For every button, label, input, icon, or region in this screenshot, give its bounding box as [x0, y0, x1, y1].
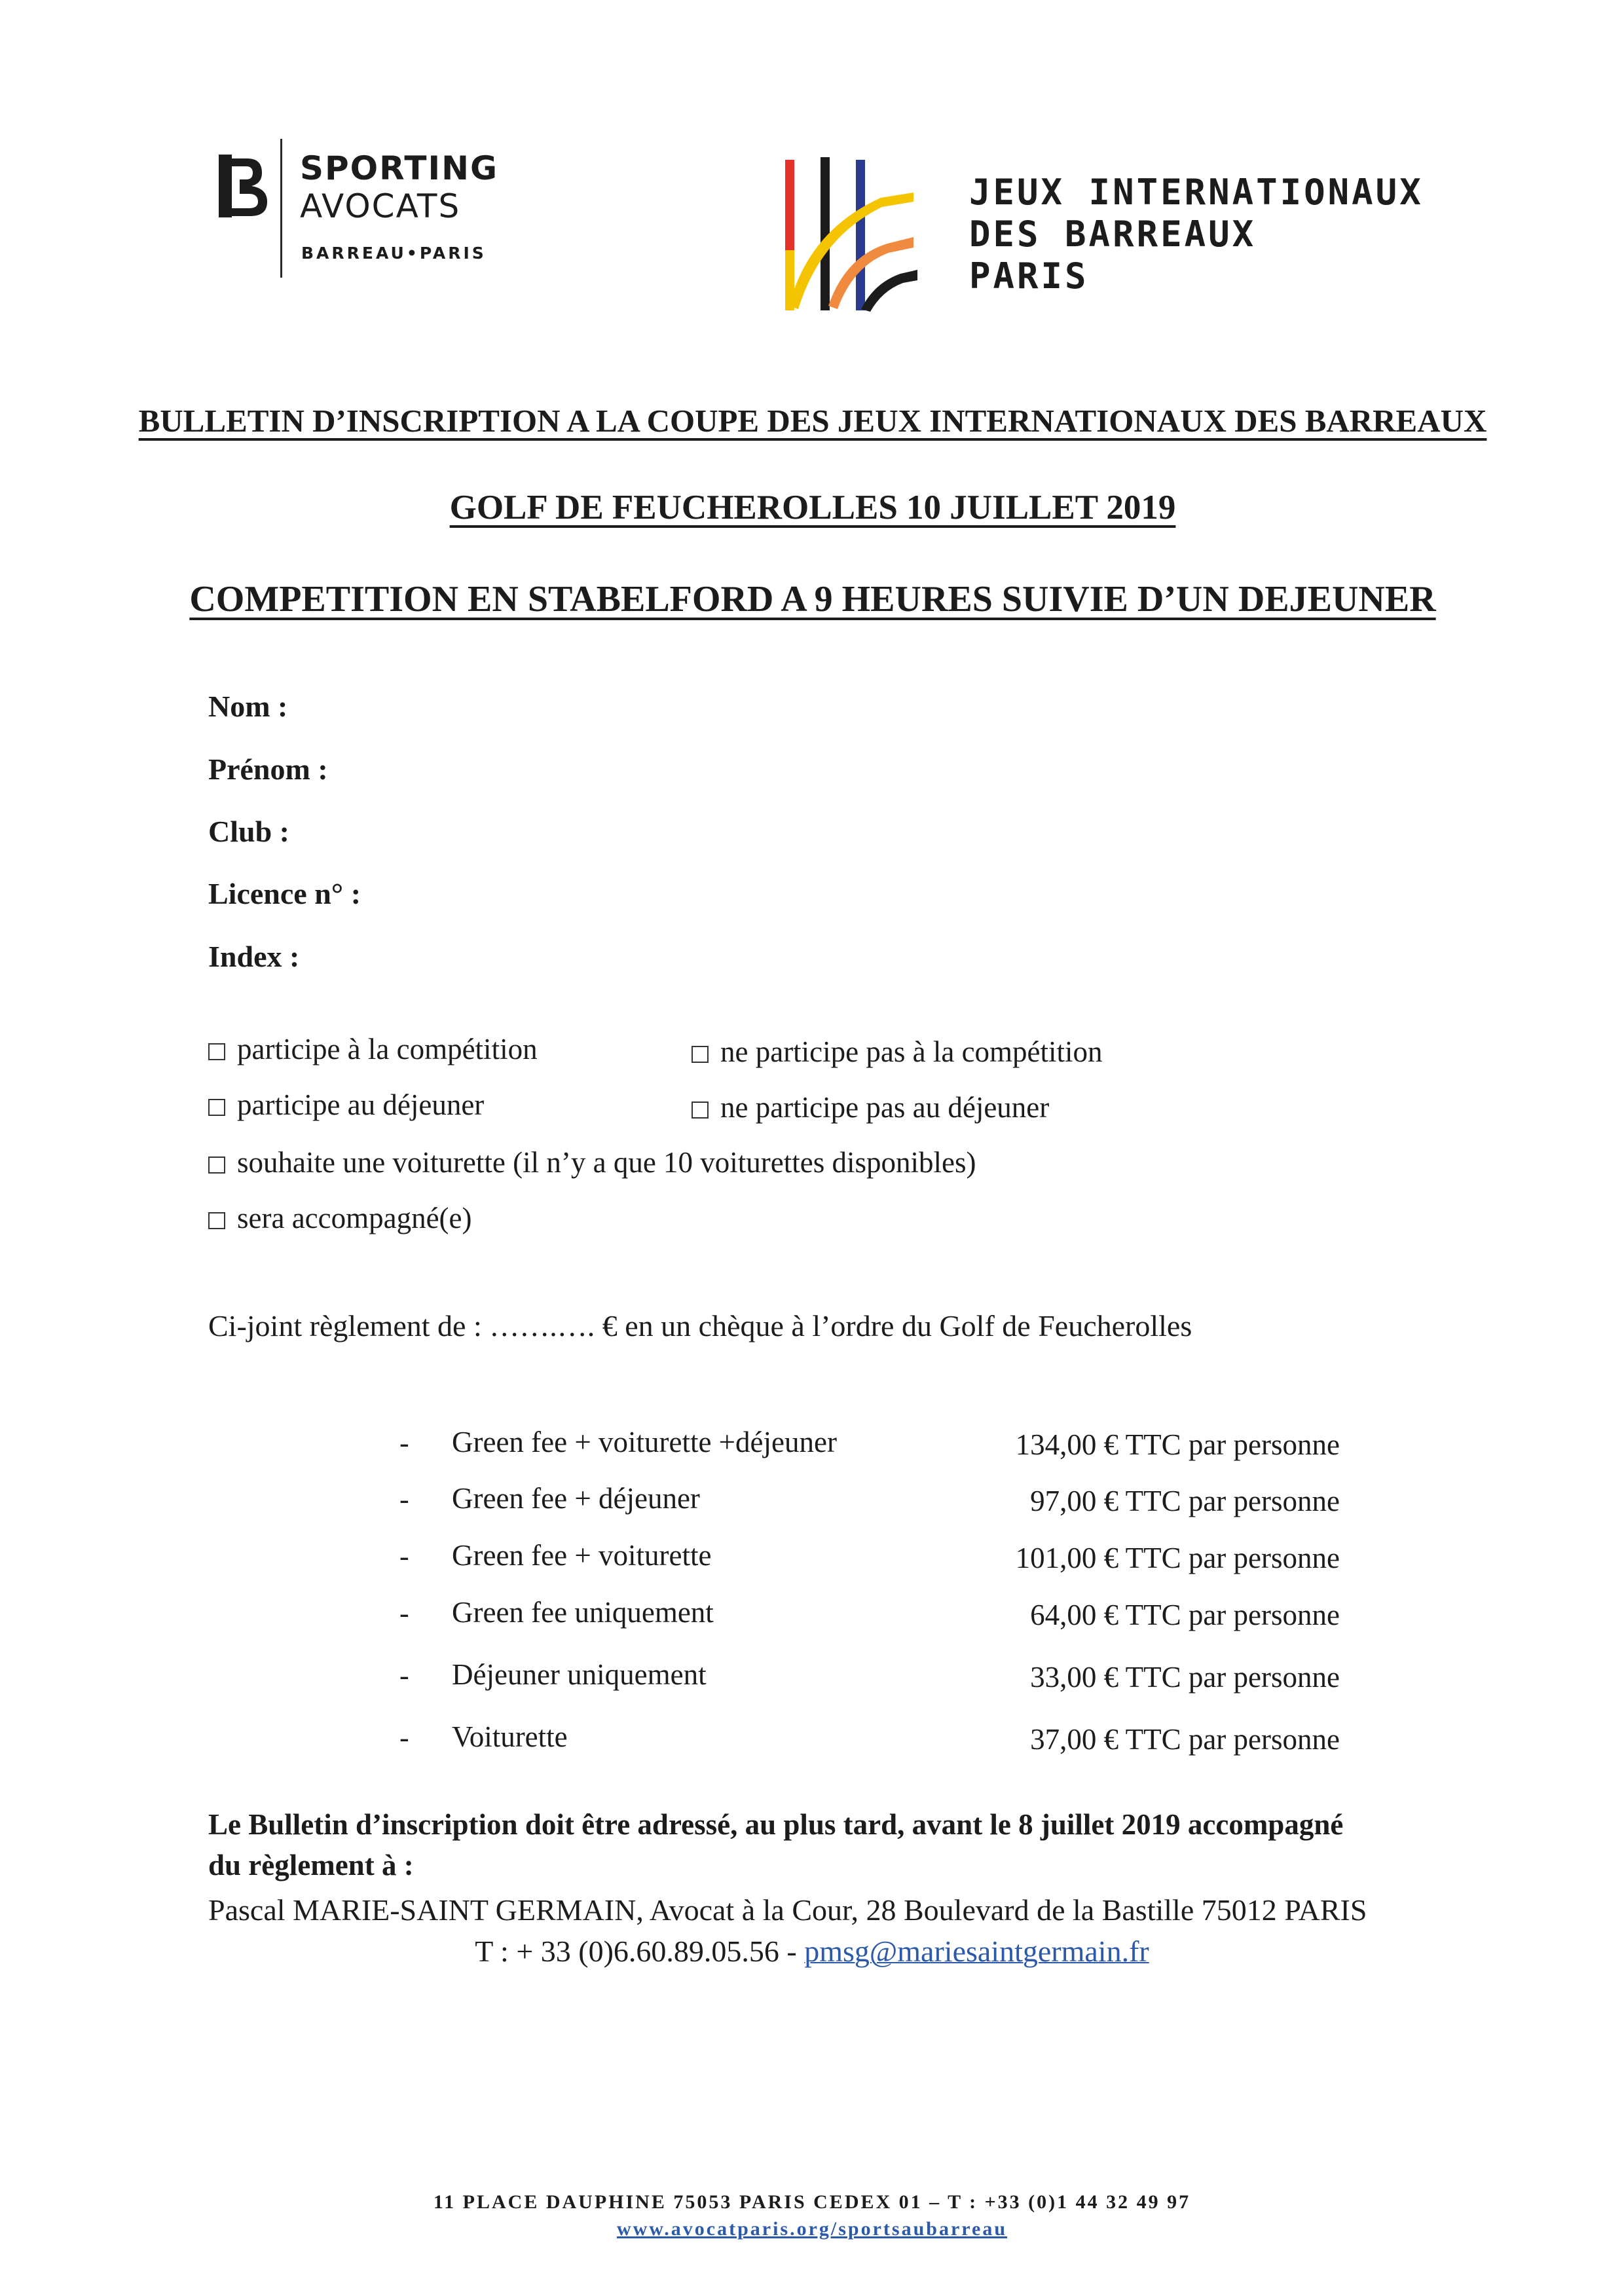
contact-line — [0, 1934, 1624, 1969]
price-label: Déjeuner uniquement — [452, 1658, 707, 1691]
bulletin-title: BULLETIN D’INSCRIPTION A LA COUPE DES JEUX INTERNATIONAUX DES BARREAUX — [138, 403, 1487, 439]
option-label: sera accompagné(e) — [237, 1202, 472, 1234]
checkbox[interactable] — [208, 1043, 225, 1060]
logo-divider — [280, 139, 282, 278]
checkbox[interactable] — [692, 1102, 709, 1119]
footer-address: 11 PLACE DAUPHINE 75053 PARIS CEDEX 01 – T : +33 (0)1 44 32 49 97 — [433, 2191, 1191, 2213]
logo-text-paris: PARIS — [969, 255, 1089, 297]
price-value: 134,00 € TTC par personne — [1015, 1428, 1340, 1461]
reglement-line: Ci-joint règlement de : …….…. € en un chèque à l’ordre du Golf de Feucherolles — [208, 1309, 1192, 1342]
option-label: participe au déjeuner — [237, 1088, 485, 1121]
contact-email-link[interactable]: pmsg@mariesaintgermain.fr — [804, 1935, 1149, 1968]
competition-title: COMPETITION EN STABELFORD A 9 HEURES SUIVIE D’UN DEJEUNER — [189, 579, 1436, 620]
option-label: ne participe pas à la compétition — [720, 1035, 1103, 1068]
contact-phone: T : + 33 (0)6.60.89.05.56 - — [475, 1935, 805, 1968]
footer-website-link[interactable]: www.avocatparis.org/sportsaubarreau — [616, 2218, 1008, 2240]
logo-text-avocats: AVOCATS — [300, 187, 461, 225]
price-label: Green fee + voiturette — [452, 1539, 712, 1572]
price-value: 101,00 € TTC par personne — [1015, 1542, 1340, 1574]
option-ne-participe-competition[interactable] — [692, 1035, 1103, 1069]
option-participe-competition[interactable] — [208, 1032, 538, 1066]
option-label: souhaite une voiturette (il n’y a que 10 voiturettes disponibles) — [237, 1146, 976, 1179]
field-licence: Licence n° : — [208, 877, 361, 910]
price-dash: - — [399, 1483, 409, 1515]
price-label: Green fee + voiturette +déjeuner — [452, 1426, 837, 1458]
contact-address: Pascal MARIE-SAINT GERMAIN, Avocat à la Cour, 28 Boulevard de la Bastille 75012 PARIS — [208, 1893, 1367, 1927]
option-label: ne participe pas au déjeuner — [720, 1091, 1050, 1124]
price-label: Green fee + déjeuner — [452, 1482, 700, 1515]
checkbox[interactable] — [692, 1046, 709, 1063]
price-label: Voiturette — [452, 1720, 568, 1753]
deadline-note-line1: Le Bulletin d’inscription doit être adressé, au plus tard, avant le 8 juillet 2019 accompagné — [208, 1808, 1344, 1841]
price-label: Green fee uniquement — [452, 1596, 714, 1629]
option-participe-dejeuner[interactable] — [208, 1088, 484, 1122]
option-voiturette[interactable] — [208, 1145, 976, 1179]
checkbox[interactable] — [208, 1099, 225, 1116]
field-nom: Nom : — [208, 690, 288, 723]
golf-date-title: GOLF DE FEUCHEROLLES 10 JUILLET 2019 — [449, 489, 1176, 527]
price-dash: - — [399, 1427, 409, 1459]
price-dash: - — [399, 1722, 409, 1754]
logo-text-barreau-paris: BARREAU•PARIS — [301, 244, 487, 263]
deadline-note-line2: du règlement à : — [208, 1849, 414, 1881]
price-value: 33,00 € TTC par personne — [1030, 1661, 1340, 1694]
logo-text-jeux-internationaux: JEUX INTERNATIONAUX — [969, 172, 1424, 213]
price-value: 64,00 € TTC par personne — [1030, 1599, 1340, 1631]
logo-text-sporting: SPORTING — [300, 149, 499, 187]
checkbox[interactable] — [208, 1212, 225, 1229]
logo-text-des-barreaux: DES BARREAUX — [969, 213, 1257, 255]
option-accompagne[interactable] — [208, 1201, 472, 1235]
field-prenom: Prénom : — [208, 752, 328, 786]
field-index: Index : — [208, 940, 300, 973]
price-dash: - — [399, 1659, 409, 1692]
sporting-avocats-logo-mark — [213, 153, 270, 219]
price-dash: - — [399, 1597, 409, 1629]
jeux-internationaux-logo-mark — [783, 152, 940, 322]
price-dash: - — [399, 1540, 409, 1572]
checkbox[interactable] — [208, 1157, 225, 1174]
field-club: Club : — [208, 815, 289, 848]
price-value: 97,00 € TTC par personne — [1030, 1485, 1340, 1517]
price-value: 37,00 € TTC par personne — [1030, 1723, 1340, 1756]
option-ne-participe-dejeuner[interactable] — [692, 1090, 1049, 1124]
option-label: participe à la compétition — [237, 1033, 538, 1065]
